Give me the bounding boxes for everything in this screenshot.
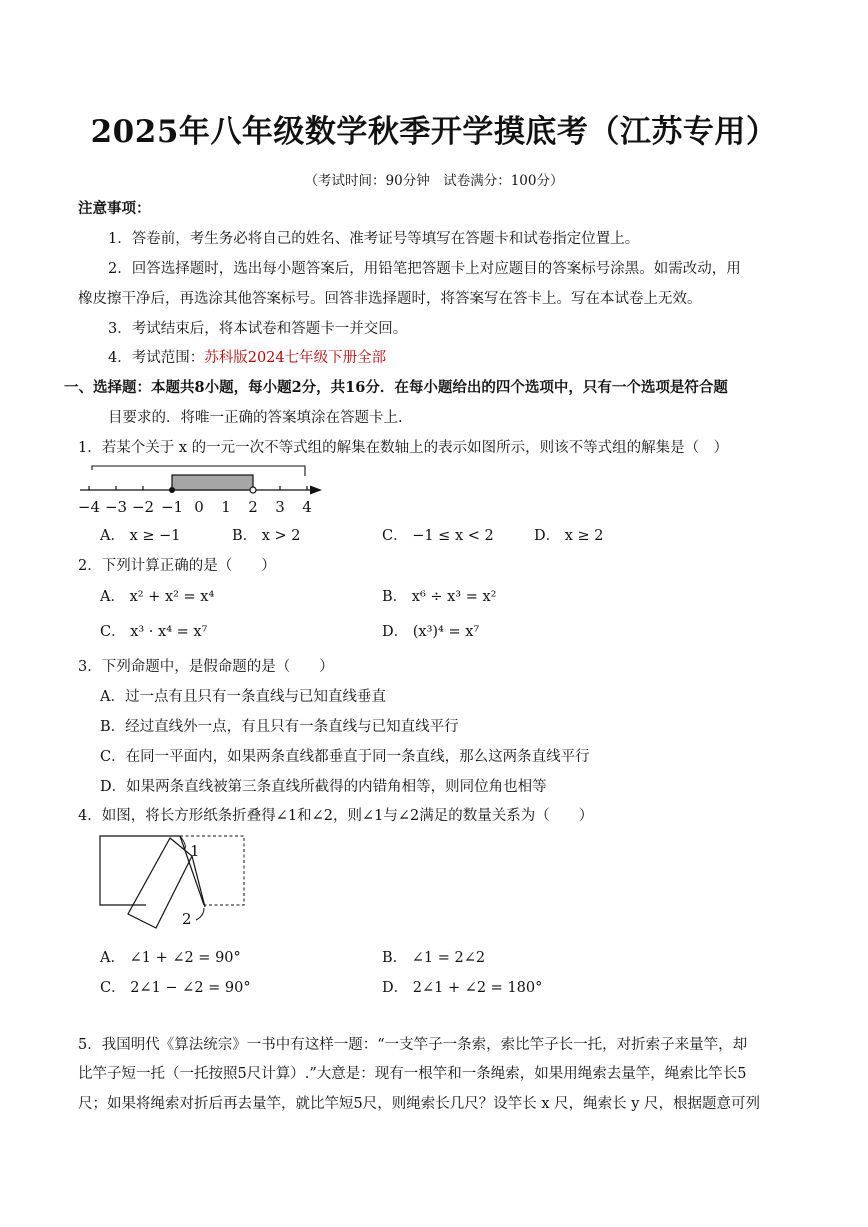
q4-option-b[interactable]: B． ∠1 = 2∠2 [382,950,486,966]
q2-stem: 2．下列计算正确的是（ ） [78,558,276,574]
q1-number-line-figure [70,462,340,520]
q1-option-a[interactable]: A． x ≥ −1 [100,528,181,544]
q2-option-d[interactable]: D． (x³)⁴ = x⁷ [382,624,480,640]
q3-option-c[interactable]: C．在同一平面内，如果两条直线都垂直于同一条直线，那么这两条直线平行 [100,749,590,765]
angle-2-arc [196,908,204,920]
q1-option-b[interactable]: B． x > 2 [232,528,301,544]
axis-label-1: 1 [221,498,231,516]
section-1-line-1: 一、选择题：本题共8小题，每小题2分，共16分．在每小题给出的四个选项中，只有一个选项是符合题 [64,379,728,396]
axis-label-m1: −1 [160,498,184,516]
q4-folded-strip-figure [96,834,250,934]
q3-stem: 3．下列命题中，是假命题的是（ ） [78,659,334,675]
axis-label-m3: −3 [104,498,128,516]
note-item-2a: 2．回答选择题时，选出每小题答案后，用铅笔把答题卡上对应题目的答案标号涂黑。如需改动，用 [108,261,741,277]
angle-1-label: 1 [190,842,200,860]
q4-option-d[interactable]: D． 2∠1 + ∠2 = 180° [382,980,543,996]
open-dot [250,487,256,493]
axis-label-m4: −4 [77,498,101,516]
q5-line-3: 尺；如果将绳索对折后再去量竿，就比竿短5尺，则绳索长几尺？设竿长 x 尺，绳索长 y 尺，根据题意可列 [78,1096,761,1112]
note-item-3: 3．考试结束后，将本试卷和答题卡一并交回。 [108,321,408,337]
note-item-4-prefix: 4．考试范围： [108,350,205,366]
exam-subtitle: （考试时间：90分钟 试卷满分：100分） [304,173,564,189]
axis-label-3: 3 [275,498,285,516]
q2-option-b[interactable]: B． x⁶ ÷ x³ = x² [382,589,497,605]
axis-label-2: 2 [248,498,258,516]
note-item-4 [108,348,386,368]
q3-option-b[interactable]: B．经过直线外一点，有且只有一条直线与已知直线平行 [100,719,459,735]
q1-option-c[interactable]: C． −1 ≤ x < 2 [382,528,494,544]
solid-dot [169,487,175,493]
angle-2-label: 2 [182,910,192,928]
q3-option-d[interactable]: D．如果两条直线被第三条直线所截得的内错角相等，则同位角也相等 [100,779,547,795]
axis-label-4: 4 [302,498,312,516]
q4-stem: 4．如图，将长方形纸条折叠得∠1和∠2，则∠1与∠2满足的数量关系为（ ） [78,808,594,824]
solution-region [172,475,253,490]
q2-option-c[interactable]: C． x³ · x⁴ = x⁷ [100,624,208,640]
exam-title: 2025年八年级数学秋季开学摸底考（江苏专用） [90,114,778,150]
note-item-2b: 橡皮擦干净后，再选涂其他答案标号。回答非选择题时，将答案写在答卡上。写在本试卷上无效。 [78,291,702,307]
axis-arrow-icon [310,486,322,495]
q4-option-c[interactable]: C． 2∠1 − ∠2 = 90° [100,980,251,996]
axis-label-m2: −2 [131,498,155,516]
q3-option-a[interactable]: A．过一点有且只有一条直线与已知直线垂直 [100,689,386,705]
note-item-1: 1．答卷前，考生务必将自己的姓名、准考证号等填写在答题卡和试卷指定位置上。 [108,231,640,247]
fold-edge [192,856,205,907]
q5-line-1: 5．我国明代《算法统宗》一书中有这样一题：“一支竿子一条索，索比竿子长一托，对折索子来量竿，却 [78,1037,748,1053]
q2-option-a[interactable]: A． x² + x² = x⁴ [100,589,215,605]
section-1-line-2: 目要求的．将唯一正确的答案填涂在答题卡上. [108,410,403,426]
strip-outline-solid [100,836,180,905]
q1-stem: 1．若某个关于 x 的一元一次不等式组的解集在数轴上的表示如图所示，则该不等式组的解集是（ ） [78,440,729,456]
notes-heading: 注意事项： [78,200,151,217]
q5-line-2: 比竿子短一托（一托按照5尺计算）.”大意是：现有一根竿和一条绳索，如果用绳索去量竿，绳索比竿长5 [78,1066,747,1082]
q4-option-a[interactable]: A． ∠1 + ∠2 = 90° [100,950,241,966]
axis-label-0: 0 [194,498,204,516]
exam-range: 苏科版2024七年级下册全部 [204,350,387,366]
q1-option-d[interactable]: D． x ≥ 2 [534,528,604,544]
